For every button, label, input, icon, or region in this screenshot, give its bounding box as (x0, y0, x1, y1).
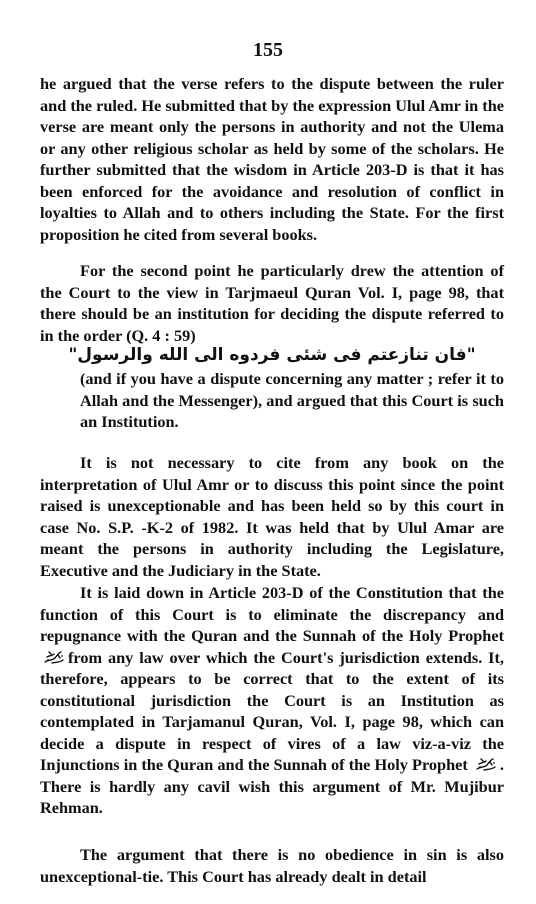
paragraph-argument-ulul-amr: he argued that the verse refers to the dispute between the ruler and the ruled. He submitted that by the expression Ulul Amr in the verse are meant only the persons in authority and not the Ulema or any other religious scholar as held by some of the scholars. He further submitted that the wisdom in Article 203-D is that it has been enforced for the avoidance and resolution of conflict in loyalties to Allah and to others including the State. For the first proposition he cited from several books. (40, 74, 504, 244)
article-203d-text-part-3: . There is hardly any cavil wish this argument of Mr. Mujibur Rehman. (40, 755, 504, 817)
arabic-verse: "فان تنازعتم فى شئى فردوه الى الله والرسول" (68, 345, 476, 365)
pbuh-honorific-icon (475, 756, 497, 772)
page-number: 155 (253, 39, 283, 61)
article-203d-text-part-2: from any law over which the Court's jurisdiction extends. It, therefore, appears to be correct that to the extent of its constitutional jurisdiction the Court is an Institution as contemplated in Tarjamanul Quran, Vol. I, page 98, which can decide a dispute in respect of vires of a law viz-a-viz the Injunctions in the Quran and the Sunnah of the Holy Prophet (40, 647, 504, 774)
paragraph-interpretation: It is not necessary to cite from any book on the interpretation of Ulul Amr or to discuss this point since the point raised is unexceptionable and has been held so by this court in case No. S.P. -K-2 of 1982. It was held that by Ulul Amar are meant the persons in authority including the Legislature, Executive and the Judiciary in the State. (40, 453, 504, 580)
paragraph-article-203d (40, 582, 504, 819)
paragraph-obedience-in-sin: The argument that there is no obedience in sin is also unexceptional-tie. This Court has already dealt in detail (40, 845, 504, 886)
article-203d-text-part-1: It is laid down in Article 203-D of the Constitution that the function of this Court is to eliminate the discrepancy and repugnance with the Quran and the Sunnah of the Holy Prophet (40, 583, 504, 645)
paragraph-second-point: For the second point he particularly drew the attention of the Court to the view in Tarjmaeul Quran Vol. I, page 98, that there should be an institution for deciding the dispute referred to in the order (Q. 4 : 59) (40, 261, 504, 345)
verse-translation: (and if you have a dispute concerning any matter ; refer it to Allah and the Messenger), and argued that this Court is such an Institution. (80, 369, 504, 431)
pbuh-honorific-icon (43, 649, 65, 665)
